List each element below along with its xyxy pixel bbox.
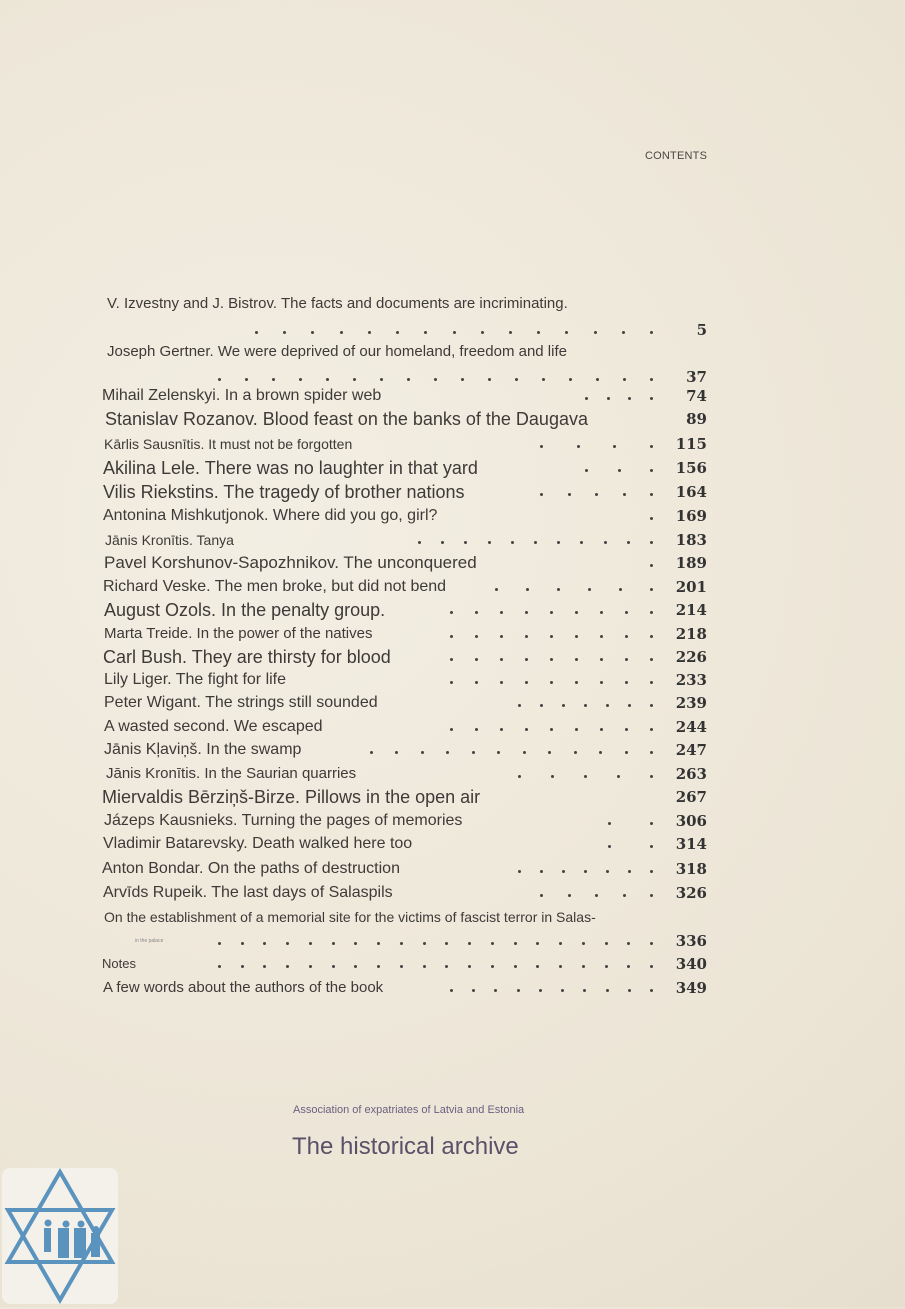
dot-leader xyxy=(450,611,453,614)
dot-leader xyxy=(625,635,628,638)
toc-entry-row xyxy=(0,623,905,645)
dot-leader xyxy=(599,751,602,754)
dot-leader xyxy=(559,965,562,968)
dot-leader xyxy=(650,331,653,334)
dot-leader xyxy=(497,751,500,754)
dot-leader xyxy=(400,942,403,945)
dot-leader xyxy=(500,658,503,661)
dot-leader xyxy=(526,588,529,591)
toc-entry-row xyxy=(0,408,905,430)
page-number: 326 xyxy=(675,884,707,902)
page-number: 164 xyxy=(675,483,707,501)
page-number: 37 xyxy=(686,368,707,386)
dot-leader xyxy=(218,942,221,945)
dot-leader xyxy=(309,965,312,968)
page-number: 263 xyxy=(675,765,707,783)
toc-entry-row xyxy=(0,739,905,761)
page-number: 233 xyxy=(675,671,707,689)
entry-title: Stanislav Rozanov. Blood feast on the banks of the Daugava xyxy=(105,409,588,429)
dot-leader xyxy=(568,493,571,496)
dot-leader xyxy=(650,658,653,661)
dot-leader xyxy=(550,728,553,731)
dot-leader xyxy=(311,331,314,334)
dot-leader xyxy=(445,965,448,968)
dot-leader xyxy=(450,681,453,684)
dot-leader xyxy=(423,942,426,945)
dot-leader xyxy=(525,658,528,661)
dot-leader xyxy=(491,965,494,968)
page-number: 156 xyxy=(675,459,707,477)
dot-leader xyxy=(218,378,221,381)
dot-leader xyxy=(286,965,289,968)
dot-leader xyxy=(628,704,631,707)
entry-title: Antonina Mishkutjonok. Where did you go, girl? xyxy=(103,507,438,524)
dot-leader xyxy=(514,942,517,945)
dot-leader xyxy=(650,611,653,614)
dot-leader xyxy=(595,493,598,496)
dot-leader xyxy=(272,378,275,381)
dot-leader xyxy=(650,845,653,848)
dot-leader xyxy=(525,635,528,638)
dot-leader xyxy=(407,378,410,381)
toc-entry-row xyxy=(0,810,905,832)
entry-title: Notes xyxy=(102,956,136,971)
dot-leader xyxy=(354,965,357,968)
dot-leader xyxy=(575,658,578,661)
dot-leader xyxy=(354,942,357,945)
dot-leader xyxy=(468,942,471,945)
toc-entry-row xyxy=(0,599,905,621)
dot-leader xyxy=(650,942,653,945)
page-number: 349 xyxy=(675,979,707,997)
dot-leader xyxy=(370,751,373,754)
dot-leader xyxy=(525,611,528,614)
dot-leader xyxy=(607,397,610,400)
toc-entry-row xyxy=(0,833,905,855)
dot-leader xyxy=(650,588,653,591)
toc-entry-row xyxy=(0,669,905,691)
dot-leader xyxy=(491,942,494,945)
page-number: 244 xyxy=(675,718,707,736)
dot-leader xyxy=(353,378,356,381)
toc-entry-row xyxy=(0,786,905,808)
dot-leader xyxy=(600,658,603,661)
dot-leader xyxy=(608,822,611,825)
dot-leader xyxy=(515,378,518,381)
entry-title: V. Izvestny and J. Bistrov. The facts and documents are incriminating. xyxy=(107,295,568,312)
dot-leader xyxy=(534,541,537,544)
entry-title: A wasted second. We escaped xyxy=(104,718,323,735)
dot-leader xyxy=(623,894,626,897)
entry-title: Akilina Lele. There was no laughter in that yard xyxy=(103,458,478,478)
dot-leader xyxy=(424,331,427,334)
dot-leader xyxy=(441,541,444,544)
page-number: 115 xyxy=(675,435,707,453)
dot-leader xyxy=(540,870,543,873)
entry-title: Vladimir Batarevsky. Death walked here too xyxy=(103,835,413,852)
dot-leader xyxy=(600,611,603,614)
dot-leader xyxy=(650,965,653,968)
dot-leader xyxy=(617,775,620,778)
dot-leader xyxy=(464,541,467,544)
toc-entry-row xyxy=(0,481,905,503)
dot-leader xyxy=(255,331,258,334)
dot-leader xyxy=(575,681,578,684)
dot-leader xyxy=(475,635,478,638)
page-number: 247 xyxy=(675,741,707,759)
toc-entry-row xyxy=(0,977,905,999)
dot-leader xyxy=(584,870,587,873)
entry-title: Jānis Kļaviņš. In the swamp xyxy=(104,741,302,758)
toc-entry-row xyxy=(0,930,905,952)
dot-leader xyxy=(650,822,653,825)
dot-leader xyxy=(618,469,621,472)
dot-leader xyxy=(606,870,609,873)
entry-title: Vilis Riekstins. The tragedy of brother nations xyxy=(103,482,465,502)
dot-leader xyxy=(537,331,540,334)
toc-entry-row xyxy=(0,716,905,738)
dot-leader xyxy=(494,989,497,992)
dot-leader xyxy=(536,965,539,968)
dot-leader xyxy=(650,751,653,754)
toc-entry-row xyxy=(0,385,905,407)
dot-leader xyxy=(568,894,571,897)
dot-leader xyxy=(263,965,266,968)
dot-leader xyxy=(584,704,587,707)
entry-title: On the establishment of a memorial site for the victims of fascist terror in Salas- xyxy=(104,909,596,925)
dot-leader xyxy=(627,965,630,968)
dot-leader xyxy=(596,378,599,381)
dot-leader xyxy=(548,751,551,754)
dot-leader xyxy=(542,378,545,381)
dot-leader xyxy=(488,541,491,544)
dot-leader xyxy=(582,942,585,945)
dot-leader xyxy=(575,611,578,614)
dot-leader xyxy=(606,989,609,992)
entry-title: Kārlis Sausnītis. It must not be forgotten xyxy=(104,436,353,452)
toc-entry-row xyxy=(0,505,905,527)
dot-leader xyxy=(518,870,521,873)
dot-leader xyxy=(650,397,653,400)
dot-leader xyxy=(332,965,335,968)
dot-leader xyxy=(557,588,560,591)
dot-leader xyxy=(450,658,453,661)
dot-leader xyxy=(445,942,448,945)
dot-leader xyxy=(628,870,631,873)
dot-leader xyxy=(536,942,539,945)
entry-title: Richard Veske. The men broke, but did not bend xyxy=(103,578,447,595)
dot-leader xyxy=(594,331,597,334)
dot-leader xyxy=(488,378,491,381)
dot-leader xyxy=(557,541,560,544)
entry-title: Joseph Gertner. We were deprived of our homeland, freedom and life xyxy=(107,343,567,360)
toc-entry-row xyxy=(0,529,905,551)
toc-entry-row xyxy=(0,433,905,455)
dot-leader xyxy=(332,942,335,945)
dot-leader xyxy=(368,331,371,334)
dot-leader xyxy=(550,635,553,638)
toc-entry-row xyxy=(0,552,905,574)
dot-leader xyxy=(575,728,578,731)
dot-leader xyxy=(450,728,453,731)
dot-leader xyxy=(540,704,543,707)
entry-title: Anton Bondar. On the paths of destruction xyxy=(102,860,400,877)
dot-leader xyxy=(623,493,626,496)
dot-leader xyxy=(400,965,403,968)
dot-leader xyxy=(495,588,498,591)
page-number: 318 xyxy=(675,860,707,878)
entry-title: August Ozols. In the penalty group. xyxy=(104,600,386,620)
dot-leader xyxy=(500,681,503,684)
entry-title: Carl Bush. They are thirsty for blood xyxy=(103,647,391,667)
dot-leader xyxy=(650,469,653,472)
entry-title: Jānis Kronītis. Tanya xyxy=(105,532,234,548)
dot-leader xyxy=(540,894,543,897)
dot-leader xyxy=(623,378,626,381)
dot-leader xyxy=(434,378,437,381)
page-number: 5 xyxy=(696,321,707,339)
dot-leader xyxy=(340,331,343,334)
dot-leader xyxy=(650,894,653,897)
toc-entry-row xyxy=(0,763,905,785)
dot-leader xyxy=(550,681,553,684)
dot-leader xyxy=(650,704,653,707)
dot-leader xyxy=(625,751,628,754)
dot-leader xyxy=(450,635,453,638)
dot-leader xyxy=(551,775,554,778)
dot-leader xyxy=(523,751,526,754)
dot-leader xyxy=(511,541,514,544)
dot-leader xyxy=(569,378,572,381)
dot-leader xyxy=(326,378,329,381)
dot-leader xyxy=(500,635,503,638)
dot-leader xyxy=(509,331,512,334)
dot-leader xyxy=(600,681,603,684)
dot-leader xyxy=(475,611,478,614)
dot-leader xyxy=(396,331,399,334)
page-number: 239 xyxy=(675,694,707,712)
toc-entry-row xyxy=(0,646,905,668)
dot-leader xyxy=(625,728,628,731)
dot-leader xyxy=(241,942,244,945)
dot-leader xyxy=(283,331,286,334)
page-number: 183 xyxy=(675,531,707,549)
dot-leader xyxy=(539,989,542,992)
dot-leader xyxy=(585,469,588,472)
page-number: 189 xyxy=(675,554,707,572)
page-number: 340 xyxy=(675,955,707,973)
page-number: 314 xyxy=(675,835,707,853)
dot-leader xyxy=(613,445,616,448)
toc-entry-row xyxy=(0,953,905,975)
dot-leader xyxy=(627,942,630,945)
dot-leader xyxy=(577,445,580,448)
dot-leader xyxy=(606,704,609,707)
dot-leader xyxy=(550,658,553,661)
dot-leader xyxy=(245,378,248,381)
dot-leader xyxy=(650,870,653,873)
dot-leader xyxy=(562,870,565,873)
dot-leader xyxy=(582,965,585,968)
dot-leader xyxy=(585,397,588,400)
page-number: 218 xyxy=(675,625,707,643)
dot-leader xyxy=(446,751,449,754)
toc-entry-row xyxy=(0,692,905,714)
dot-leader xyxy=(600,635,603,638)
entry-title: Arvīds Rupeik. The last days of Salaspils xyxy=(103,884,393,901)
dot-leader xyxy=(650,445,653,448)
dot-leader xyxy=(628,989,631,992)
page-number: 306 xyxy=(675,812,707,830)
dot-leader xyxy=(627,541,630,544)
dot-leader xyxy=(650,989,653,992)
dot-leader xyxy=(565,331,568,334)
dot-leader xyxy=(286,942,289,945)
toc-entry-row xyxy=(0,858,905,880)
dot-leader xyxy=(595,894,598,897)
dot-leader xyxy=(218,965,221,968)
dot-leader xyxy=(650,564,653,567)
dot-leader xyxy=(650,493,653,496)
dot-leader xyxy=(574,751,577,754)
dot-leader xyxy=(583,989,586,992)
running-header: CONTENTS xyxy=(645,150,708,162)
page-number: 89 xyxy=(686,410,707,428)
dot-leader xyxy=(525,728,528,731)
dot-leader xyxy=(461,378,464,381)
dot-leader xyxy=(559,942,562,945)
dot-leader xyxy=(562,704,565,707)
dot-leader xyxy=(380,378,383,381)
entry-title: Jázeps Kausnieks. Turning the pages of memories xyxy=(104,812,463,829)
dot-leader xyxy=(650,728,653,731)
dot-leader xyxy=(423,965,426,968)
dot-leader xyxy=(584,775,587,778)
dot-leader xyxy=(475,658,478,661)
dot-leader xyxy=(518,704,521,707)
dot-leader xyxy=(475,728,478,731)
dot-leader xyxy=(241,965,244,968)
dot-leader xyxy=(263,942,266,945)
dot-leader xyxy=(650,541,653,544)
dot-leader xyxy=(608,845,611,848)
dot-leader xyxy=(605,942,608,945)
dot-leader xyxy=(299,378,302,381)
star-family-logo-icon xyxy=(2,1168,118,1304)
dot-leader xyxy=(475,681,478,684)
page-number: 201 xyxy=(675,578,707,596)
dot-leader xyxy=(650,681,653,684)
dot-leader xyxy=(625,681,628,684)
dot-leader xyxy=(540,493,543,496)
dot-leader xyxy=(625,611,628,614)
dot-leader xyxy=(500,728,503,731)
page-number: 336 xyxy=(675,932,707,950)
dot-leader xyxy=(450,989,453,992)
entry-title: Lily Liger. The fight for life xyxy=(104,671,287,688)
dot-leader xyxy=(605,965,608,968)
page-number: 169 xyxy=(675,507,707,525)
page-number: 267 xyxy=(675,788,707,806)
dot-leader xyxy=(628,397,631,400)
entry-title: Pavel Korshunov-Sapozhnikov. The unconquered xyxy=(104,553,477,572)
toc-entry-row xyxy=(0,457,905,479)
publisher-archive: The historical archive xyxy=(292,1133,519,1160)
dot-leader xyxy=(580,541,583,544)
page-number: 226 xyxy=(675,648,707,666)
dot-leader xyxy=(650,635,653,638)
dot-leader xyxy=(309,942,312,945)
dot-leader xyxy=(622,331,625,334)
dot-leader xyxy=(418,541,421,544)
dot-leader xyxy=(588,588,591,591)
dot-leader xyxy=(517,989,520,992)
dot-leader xyxy=(377,965,380,968)
entry-subtitle: in the palace xyxy=(135,938,164,944)
page-number: 214 xyxy=(675,601,707,619)
dot-leader xyxy=(518,775,521,778)
entry-title: Mihail Zelenskyi. In a brown spider web xyxy=(102,387,382,404)
dot-leader xyxy=(561,989,564,992)
publisher-association: Association of expatriates of Latvia and Estonia xyxy=(293,1104,525,1116)
entry-title: Marta Treide. In the power of the natives xyxy=(104,625,373,642)
dot-leader xyxy=(650,517,653,520)
dot-leader xyxy=(468,965,471,968)
dot-leader xyxy=(550,611,553,614)
dot-leader xyxy=(500,611,503,614)
entry-title: Peter Wigant. The strings still sounded xyxy=(104,694,378,711)
dot-leader xyxy=(625,658,628,661)
dot-leader xyxy=(540,445,543,448)
dot-leader xyxy=(525,681,528,684)
dot-leader xyxy=(604,541,607,544)
entry-title: Jānis Kronītis. In the Saurian quarries xyxy=(106,765,357,782)
dot-leader xyxy=(481,331,484,334)
dot-leader xyxy=(377,942,380,945)
dot-leader xyxy=(472,751,475,754)
dot-leader xyxy=(395,751,398,754)
toc-entry-row xyxy=(0,576,905,598)
dot-leader xyxy=(575,635,578,638)
dot-leader xyxy=(650,775,653,778)
page-number: 74 xyxy=(686,387,707,405)
dot-leader xyxy=(453,331,456,334)
dot-leader xyxy=(650,378,653,381)
dot-leader xyxy=(600,728,603,731)
entry-title: A few words about the authors of the book xyxy=(103,979,384,996)
dot-leader xyxy=(619,588,622,591)
dot-leader xyxy=(472,989,475,992)
toc-entry-row xyxy=(0,882,905,904)
dot-leader xyxy=(514,965,517,968)
dot-leader xyxy=(421,751,424,754)
entry-title: Miervaldis Bērziņš-Birze. Pillows in the open air xyxy=(102,787,481,807)
toc-entry-row xyxy=(0,319,905,341)
